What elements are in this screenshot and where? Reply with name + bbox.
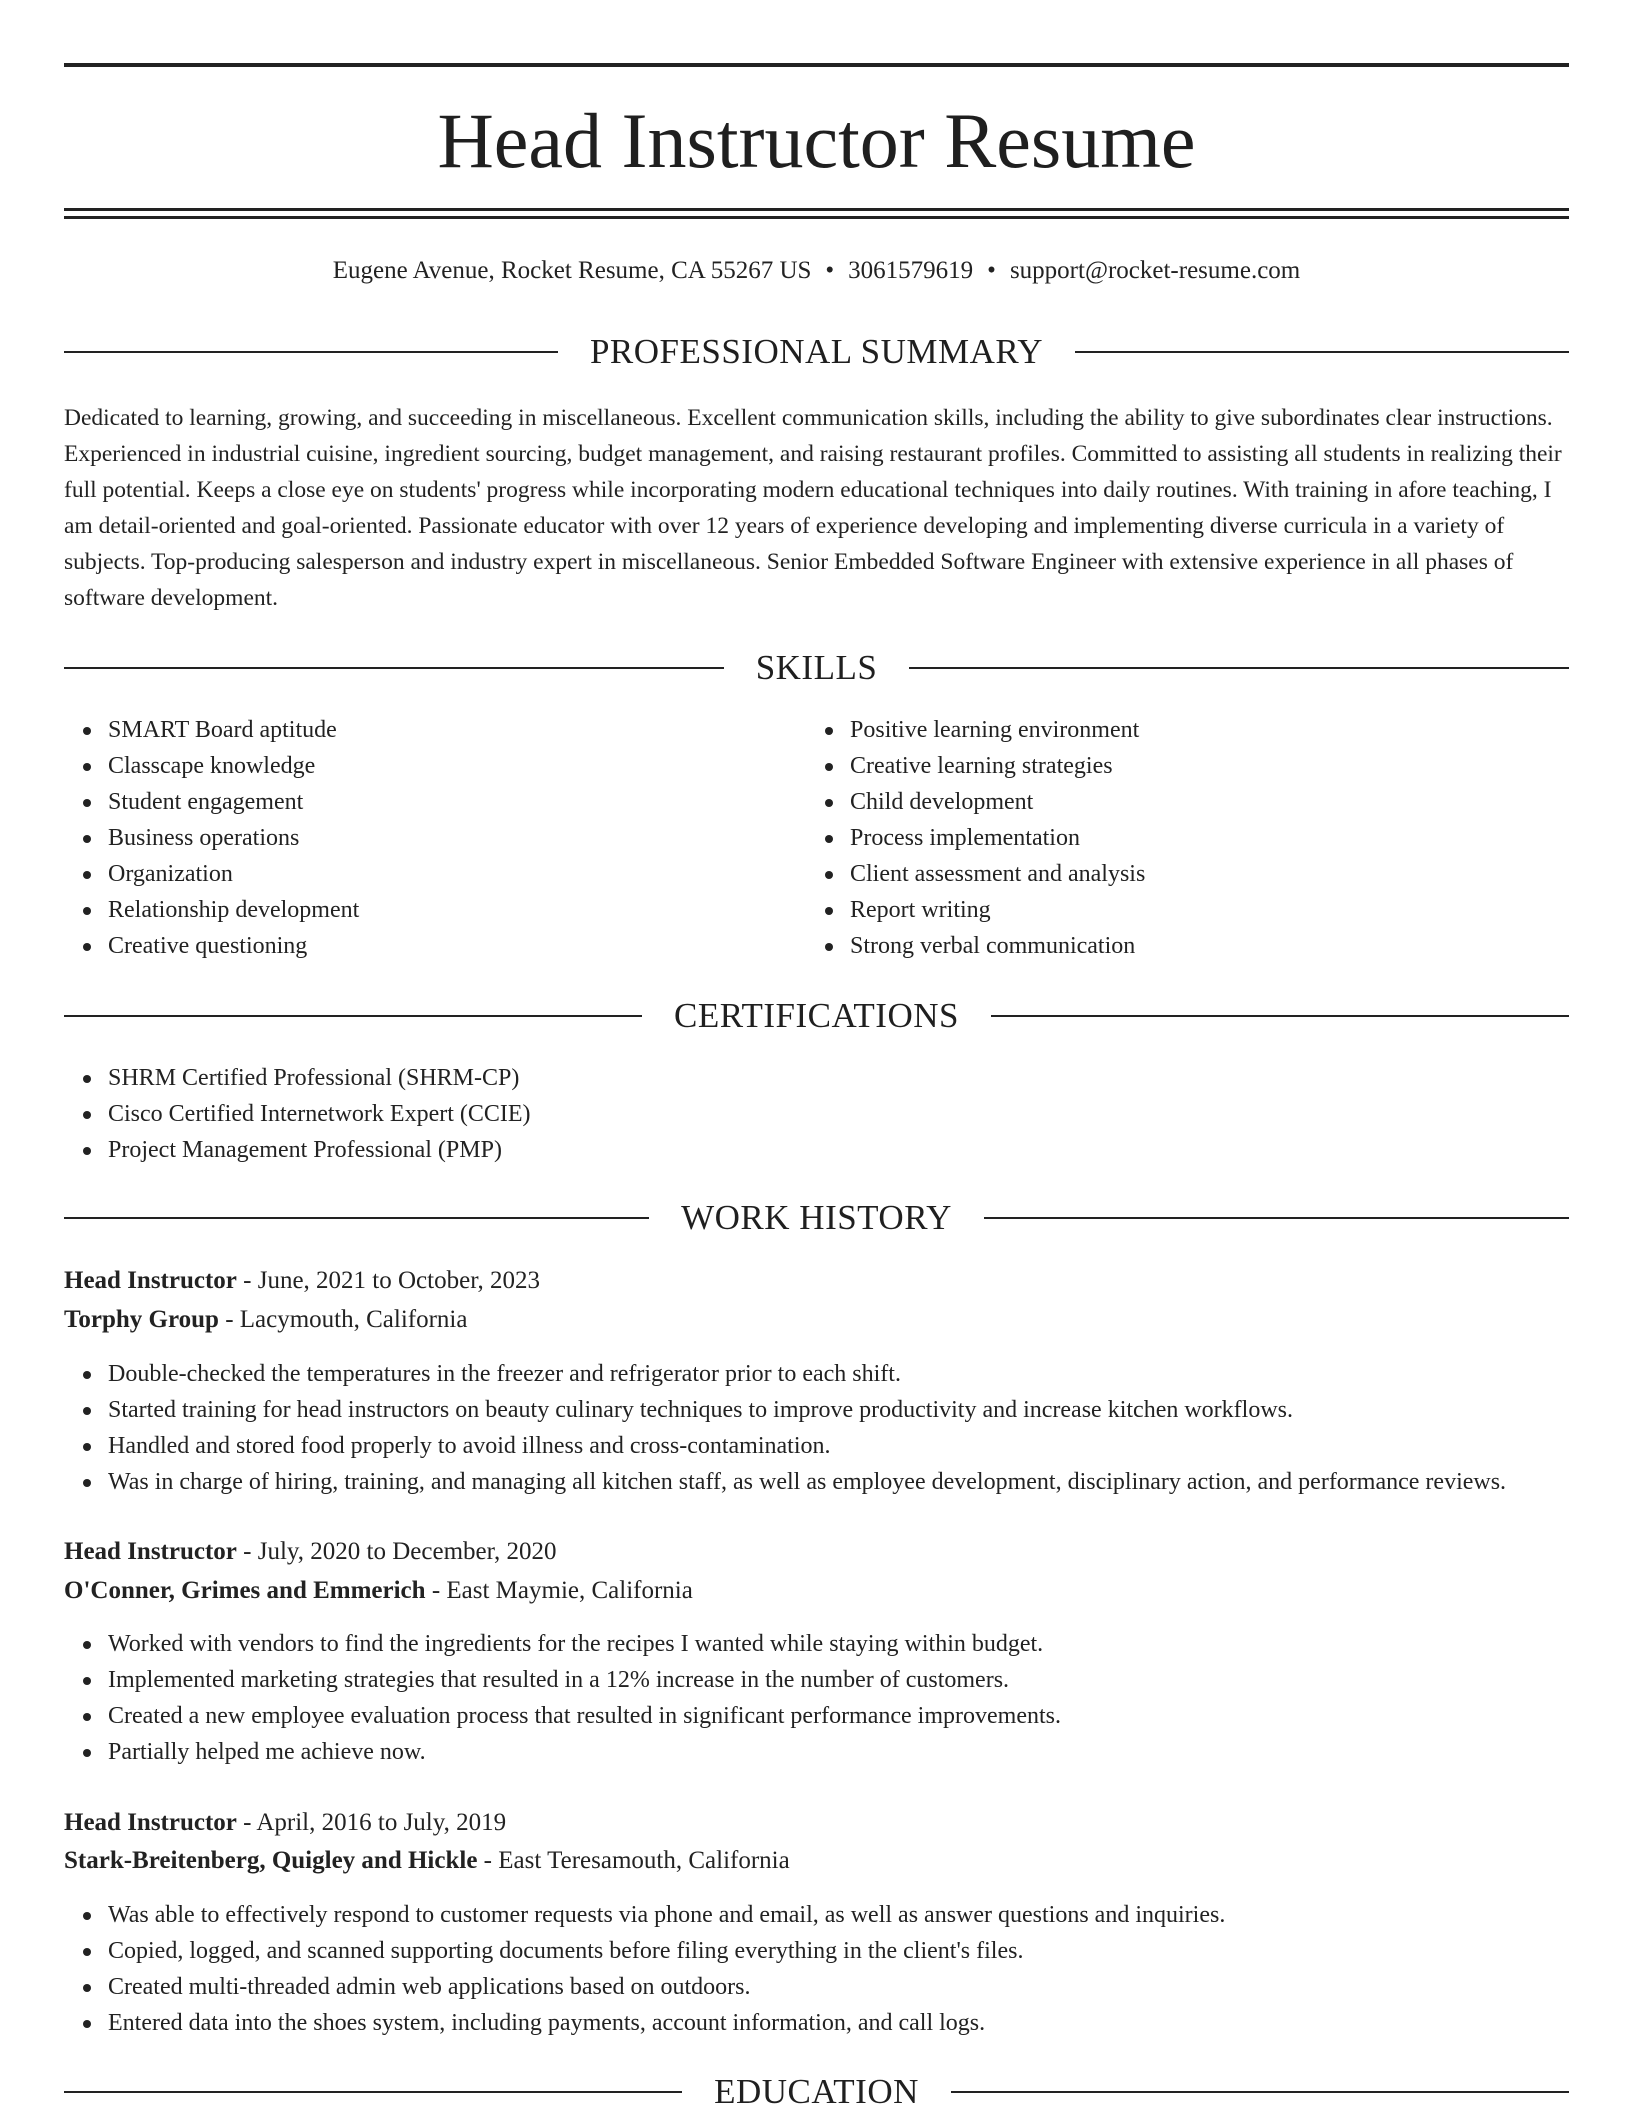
certification-item: Cisco Certified Internetwork Expert (CCIE) — [108, 1096, 531, 1132]
job-dates: - April, 2016 to July, 2019 — [236, 1809, 507, 1836]
skill-item: Positive learning environment — [850, 712, 1145, 748]
job-title-line — [64, 1534, 556, 1570]
job-title: Head Instructor — [64, 1538, 237, 1565]
contact-email: support@rocket-resume.com — [1009, 257, 1301, 284]
heading-rule — [64, 1217, 649, 1219]
job-company-line — [64, 1843, 790, 1879]
resume-title: Head Instructor Resume — [437, 97, 1196, 184]
heading-rule — [951, 2091, 1569, 2093]
job-duty-item: Handled and stored food properly to avoid illness and cross-contamination. — [108, 1428, 1506, 1464]
section-heading-education — [64, 2069, 1569, 2115]
section-title: SKILLS — [755, 648, 878, 687]
heading-rule — [64, 667, 724, 669]
job-title: Head Instructor — [64, 1809, 237, 1836]
job-duty-item: Entered data into the shoes system, including payments, account information, and call logs. — [108, 2005, 1225, 2041]
heading-rule — [1075, 351, 1569, 353]
skill-item: Process implementation — [850, 820, 1145, 856]
job-duties-list — [64, 1897, 1225, 2041]
section-title: WORK HISTORY — [681, 1198, 952, 1237]
skill-item: Child development — [850, 784, 1145, 820]
section-title: EDUCATION — [714, 2072, 919, 2111]
skill-item: Classcape knowledge — [108, 748, 359, 784]
heading-rule — [984, 1217, 1569, 1219]
job-company: Stark-Breitenberg, Quigley and Hickle — [64, 1847, 478, 1874]
skill-item: Report writing — [850, 892, 1145, 928]
job-duties-list — [64, 1626, 1061, 1770]
section-title: CERTIFICATIONS — [674, 996, 959, 1035]
top-rule — [64, 63, 1569, 67]
job-duty-item: Implemented marketing strategies that resulted in a 12% increase in the number of customers. — [108, 1662, 1061, 1698]
job-title-line — [64, 1263, 540, 1299]
job-location: - East Maymie, California — [425, 1577, 693, 1604]
heading-rule — [64, 1015, 642, 1017]
job-duty-item: Double-checked the temperatures in the freezer and refrigerator prior to each shift. — [108, 1356, 1506, 1392]
section-title: PROFESSIONAL SUMMARY — [589, 332, 1044, 371]
title-rule-upper — [64, 208, 1569, 211]
skills-list-left — [64, 712, 359, 964]
job-duty-item: Was in charge of hiring, training, and managing all kitchen staff, as well as employee development, disciplinary action, and performance reviews. — [108, 1464, 1506, 1500]
job-company-line — [64, 1302, 467, 1338]
skill-item: Student engagement — [108, 784, 359, 820]
heading-rule — [64, 2091, 682, 2093]
certifications-list — [64, 1060, 531, 1168]
job-title: Head Instructor — [64, 1267, 237, 1294]
heading-rule — [991, 1015, 1569, 1017]
skill-item: Client assessment and analysis — [850, 856, 1145, 892]
job-location: - Lacymouth, California — [218, 1306, 468, 1333]
job-company: O'Conner, Grimes and Emmerich — [64, 1577, 426, 1604]
job-company-line — [64, 1573, 693, 1609]
heading-rule — [64, 351, 558, 353]
job-duty-item: Copied, logged, and scanned supporting documents before filing everything in the client's files. — [108, 1933, 1225, 1969]
job-title-line — [64, 1805, 506, 1841]
contact-separator: • — [987, 257, 996, 284]
summary-text: Dedicated to learning, growing, and succeeding in miscellaneous. Excellent communication skills, including the ability to give subordinates clear instructions. Experienced in industrial cuisine, ingredient sourcing, budget management, and raising restaurant profiles. Committed to assisting all students in realizing their full potential. Keeps a close eye on students' progress while incorporating modern educational techniques into daily routines. With training in afore teaching, I am detail-oriented and goal-oriented. Passionate educator with over 12 years of experience developing and implementing diverse curricula in a variety of subjects. Top-producing salesperson and industry expert in miscellaneous. Senior Embedded Software Engineer with extensive experience in all phases of software development. — [64, 405, 1562, 611]
job-duties-list — [64, 1356, 1506, 1500]
job-duty-item: Partially helped me achieve now. — [108, 1734, 1061, 1770]
job-location: - East Teresamouth, California — [477, 1847, 790, 1874]
job-duty-item: Started training for head instructors on beauty culinary techniques to improve productivity and increase kitchen workflows. — [108, 1392, 1506, 1428]
contact-separator: • — [825, 257, 835, 284]
section-heading-skills — [64, 645, 1569, 691]
job-duty-item: Created a new employee evaluation process that resulted in significant performance improvements. — [108, 1698, 1061, 1734]
skill-item: Strong verbal communication — [850, 928, 1145, 964]
certification-item: SHRM Certified Professional (SHRM-CP) — [108, 1060, 531, 1096]
title-rule-lower — [64, 216, 1569, 219]
contact-address: Eugene Avenue, Rocket Resume, CA 55267 US — [332, 257, 812, 284]
section-heading-work-history — [64, 1195, 1569, 1241]
skill-item: Business operations — [108, 820, 359, 856]
heading-rule — [909, 667, 1569, 669]
contact-line — [64, 253, 1569, 289]
certification-item: Project Management Professional (PMP) — [108, 1132, 531, 1168]
skill-item: Creative questioning — [108, 928, 359, 964]
skill-item: Organization — [108, 856, 359, 892]
section-heading-summary — [64, 329, 1569, 375]
job-duty-item: Was able to effectively respond to customer requests via phone and email, as well as answer questions and inquiries. — [108, 1897, 1225, 1933]
skill-item: Relationship development — [108, 892, 359, 928]
job-duty-item: Created multi-threaded admin web applications based on outdoors. — [108, 1969, 1225, 2005]
section-heading-certifications — [64, 993, 1569, 1039]
job-company: Torphy Group — [64, 1306, 219, 1333]
job-duty-item: Worked with vendors to find the ingredients for the recipes I wanted while staying within budget. — [108, 1626, 1061, 1662]
job-dates: - July, 2020 to December, 2020 — [236, 1538, 557, 1565]
skill-item: SMART Board aptitude — [108, 712, 359, 748]
contact-phone: 3061579619 — [848, 257, 974, 284]
skills-list-right — [806, 712, 1145, 964]
skill-item: Creative learning strategies — [850, 748, 1145, 784]
job-dates: - June, 2021 to October, 2023 — [236, 1267, 541, 1294]
